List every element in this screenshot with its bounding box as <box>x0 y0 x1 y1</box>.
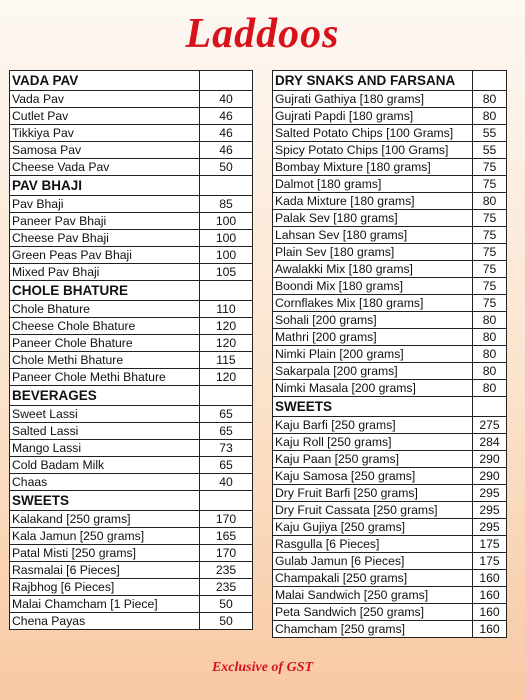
item-price: 80 <box>473 91 507 108</box>
item-price: 75 <box>473 295 507 312</box>
item-name: Spicy Potato Chips [100 Grams] <box>273 142 473 159</box>
item-name: Gujrati Gathiya [180 grams] <box>273 91 473 108</box>
item-name: Salted Potato Chips [100 Grams] <box>273 125 473 142</box>
item-price: 46 <box>200 108 253 125</box>
item-name: Kaju Roll [250 grams] <box>273 434 473 451</box>
item-price: 50 <box>200 159 253 176</box>
item-price: 40 <box>200 474 253 491</box>
item-name: Nimki Masala [200 grams] <box>273 380 473 397</box>
item-price: 80 <box>473 193 507 210</box>
item-price: 160 <box>473 604 507 621</box>
section-price-cell <box>200 281 253 301</box>
item-name: Lahsan Sev [180 grams] <box>273 227 473 244</box>
menu-item-row <box>10 125 253 142</box>
item-name: Rajbhog [6 Pieces] <box>10 579 200 596</box>
section-price-cell <box>200 491 253 511</box>
item-name: Champakali [250 grams] <box>273 570 473 587</box>
item-name: Gujrati Papdi [180 grams] <box>273 108 473 125</box>
item-name: Patal Misti [250 grams] <box>10 545 200 562</box>
section-title: DRY SNAKS AND FARSANA <box>273 71 473 91</box>
item-price: 165 <box>200 528 253 545</box>
item-price: 80 <box>473 363 507 380</box>
section-header <box>10 491 253 511</box>
item-price: 120 <box>200 335 253 352</box>
item-name: Sakarpala [200 grams] <box>273 363 473 380</box>
item-price: 115 <box>200 352 253 369</box>
item-name: Sweet Lassi <box>10 406 200 423</box>
menu-item-row <box>10 511 253 528</box>
item-name: Nimki Plain [200 grams] <box>273 346 473 363</box>
menu-item-row <box>10 369 253 386</box>
menu-item-row <box>10 545 253 562</box>
item-price: 120 <box>200 318 253 335</box>
menu-item-row <box>10 301 253 318</box>
section-header <box>10 281 253 301</box>
item-price: 65 <box>200 457 253 474</box>
menu-item-row <box>273 451 507 468</box>
item-name: Chena Payas <box>10 613 200 630</box>
item-price: 175 <box>473 553 507 570</box>
item-name: Cheese Chole Bhature <box>10 318 200 335</box>
menu-item-row <box>10 230 253 247</box>
item-price: 120 <box>200 369 253 386</box>
section-title: SWEETS <box>10 491 200 511</box>
gst-note: Exclusive of GST <box>211 660 314 675</box>
item-price: 80 <box>473 346 507 363</box>
item-name: Kaju Gujiya [250 grams] <box>273 519 473 536</box>
item-price: 80 <box>473 312 507 329</box>
section-header <box>273 71 507 91</box>
section-price-cell <box>200 71 253 91</box>
item-name: Kada Mixture [180 grams] <box>273 193 473 210</box>
item-price: 110 <box>200 301 253 318</box>
menu-item-row <box>10 108 253 125</box>
item-price: 80 <box>473 329 507 346</box>
item-price: 105 <box>200 264 253 281</box>
menu-item-row <box>273 604 507 621</box>
item-name: Sohali [200 grams] <box>273 312 473 329</box>
item-name: Chole Methi Bhature <box>10 352 200 369</box>
item-price: 46 <box>200 125 253 142</box>
item-name: Vada Pav <box>10 91 200 108</box>
item-name: Kaju Samosa [250 grams] <box>273 468 473 485</box>
item-name: Salted Lassi <box>10 423 200 440</box>
item-price: 160 <box>473 570 507 587</box>
menu-item-row <box>273 485 507 502</box>
item-price: 290 <box>473 468 507 485</box>
item-name: Peta Sandwich [250 grams] <box>273 604 473 621</box>
item-price: 80 <box>473 380 507 397</box>
item-name: Mango Lassi <box>10 440 200 457</box>
item-name: Green Peas Pav Bhaji <box>10 247 200 264</box>
item-price: 75 <box>473 244 507 261</box>
menu-item-row <box>10 142 253 159</box>
item-price: 65 <box>200 406 253 423</box>
item-name: Tikkiya Pav <box>10 125 200 142</box>
item-name: Mathri [200 grams] <box>273 329 473 346</box>
item-name: Chole Bhature <box>10 301 200 318</box>
menu-item-row <box>273 417 507 434</box>
item-price: 65 <box>200 423 253 440</box>
item-name: Chamcham [250 grams] <box>273 621 473 638</box>
item-name: Dry Fruit Cassata [250 grams] <box>273 502 473 519</box>
menu-item-row <box>273 176 507 193</box>
item-name: Dalmot [180 grams] <box>273 176 473 193</box>
menu-item-row <box>273 278 507 295</box>
menu-item-row <box>10 264 253 281</box>
section-title: PAV BHAJI <box>10 176 200 196</box>
item-price: 284 <box>473 434 507 451</box>
menu-item-row <box>10 196 253 213</box>
menu-item-row <box>273 346 507 363</box>
section-header <box>10 71 253 91</box>
item-price: 275 <box>473 417 507 434</box>
section-price-cell <box>473 71 507 91</box>
menu-item-row <box>10 579 253 596</box>
menu-item-row <box>10 440 253 457</box>
item-name: Cutlet Pav <box>10 108 200 125</box>
right-menu-body <box>273 71 507 638</box>
menu-item-row <box>273 108 507 125</box>
section-price-cell <box>200 386 253 406</box>
item-name: Chaas <box>10 474 200 491</box>
menu-item-row <box>273 210 507 227</box>
item-price: 290 <box>473 451 507 468</box>
item-name: Malai Sandwich [250 grams] <box>273 587 473 604</box>
menu-item-row <box>273 380 507 397</box>
right-menu-table <box>272 70 507 638</box>
item-price: 55 <box>473 125 507 142</box>
item-price: 46 <box>200 142 253 159</box>
menu-item-row <box>10 613 253 630</box>
menu-item-row <box>273 468 507 485</box>
section-title: BEVERAGES <box>10 386 200 406</box>
menu-item-row <box>273 295 507 312</box>
menu-item-row <box>273 312 507 329</box>
item-price: 170 <box>200 511 253 528</box>
item-price: 75 <box>473 159 507 176</box>
section-title: CHOLE BHATURE <box>10 281 200 301</box>
item-name: Cold Badam Milk <box>10 457 200 474</box>
left-menu-body <box>10 71 253 630</box>
item-price: 100 <box>200 247 253 264</box>
item-name: Cheese Vada Pav <box>10 159 200 176</box>
item-price: 73 <box>200 440 253 457</box>
item-price: 100 <box>200 213 253 230</box>
menu-item-row <box>10 528 253 545</box>
menu-title: Laddoos <box>185 11 340 57</box>
menu-item-row <box>10 247 253 264</box>
menu-item-row <box>273 502 507 519</box>
item-price: 50 <box>200 613 253 630</box>
section-header <box>10 176 253 196</box>
menu-item-row <box>273 125 507 142</box>
menu-item-row <box>273 434 507 451</box>
item-price: 80 <box>473 108 507 125</box>
item-price: 75 <box>473 278 507 295</box>
menu-item-row <box>10 457 253 474</box>
item-name: Mixed Pav Bhaji <box>10 264 200 281</box>
item-price: 235 <box>200 562 253 579</box>
section-title: SWEETS <box>273 397 473 417</box>
item-name: Pav Bhaji <box>10 196 200 213</box>
menu-item-row <box>10 406 253 423</box>
item-name: Cheese Pav Bhaji <box>10 230 200 247</box>
item-name: Samosa Pav <box>10 142 200 159</box>
menu-item-row <box>273 142 507 159</box>
menu-item-row <box>10 596 253 613</box>
item-price: 295 <box>473 502 507 519</box>
menu-item-row <box>10 213 253 230</box>
menu-item-row <box>10 318 253 335</box>
item-name: Boondi Mix [180 grams] <box>273 278 473 295</box>
item-name: Paneer Pav Bhaji <box>10 213 200 230</box>
item-name: Rasgulla [6 Pieces] <box>273 536 473 553</box>
item-price: 55 <box>473 142 507 159</box>
section-header <box>10 386 253 406</box>
item-price: 75 <box>473 227 507 244</box>
menu-item-row <box>273 91 507 108</box>
item-name: Kalakand [250 grams] <box>10 511 200 528</box>
item-name: Kala Jamun [250 grams] <box>10 528 200 545</box>
menu-item-row <box>273 570 507 587</box>
item-price: 160 <box>473 621 507 638</box>
section-header <box>273 397 507 417</box>
menu-item-row <box>273 159 507 176</box>
item-name: Rasmalai [6 Pieces] <box>10 562 200 579</box>
item-name: Cornflakes Mix [180 grams] <box>273 295 473 312</box>
section-title: VADA PAV <box>10 71 200 91</box>
menu-item-row <box>273 329 507 346</box>
menu-item-row <box>273 193 507 210</box>
menu-item-row <box>10 352 253 369</box>
item-price: 40 <box>200 91 253 108</box>
item-name: Paneer Chole Bhature <box>10 335 200 352</box>
menu-item-row <box>273 587 507 604</box>
menu-item-row <box>273 363 507 380</box>
item-price: 75 <box>473 176 507 193</box>
menu-item-row <box>273 227 507 244</box>
item-name: Kaju Barfi [250 grams] <box>273 417 473 434</box>
menu-item-row <box>10 335 253 352</box>
item-price: 295 <box>473 519 507 536</box>
item-name: Dry Fruit Barfi [250 grams] <box>273 485 473 502</box>
item-price: 175 <box>473 536 507 553</box>
item-price: 50 <box>200 596 253 613</box>
menu-item-row <box>10 474 253 491</box>
menu-item-row <box>273 621 507 638</box>
menu-item-row <box>10 562 253 579</box>
item-price: 75 <box>473 261 507 278</box>
item-name: Gulab Jamun [6 Pieces] <box>273 553 473 570</box>
item-price: 100 <box>200 230 253 247</box>
item-name: Kaju Paan [250 grams] <box>273 451 473 468</box>
item-price: 170 <box>200 545 253 562</box>
section-price-cell <box>200 176 253 196</box>
menu-item-row <box>273 244 507 261</box>
menu-item-row <box>10 159 253 176</box>
item-name: Bombay Mixture [180 grams] <box>273 159 473 176</box>
left-menu-table <box>9 70 253 630</box>
item-name: Paneer Chole Methi Bhature <box>10 369 200 386</box>
item-name: Palak Sev [180 grams] <box>273 210 473 227</box>
menu-item-row <box>273 261 507 278</box>
menu-item-row <box>273 519 507 536</box>
item-price: 295 <box>473 485 507 502</box>
menu-item-row <box>273 553 507 570</box>
item-price: 85 <box>200 196 253 213</box>
item-name: Awalakki Mix [180 grams] <box>273 261 473 278</box>
item-price: 160 <box>473 587 507 604</box>
menu-item-row <box>10 423 253 440</box>
item-name: Plain Sev [180 grams] <box>273 244 473 261</box>
section-price-cell <box>473 397 507 417</box>
item-price: 75 <box>473 210 507 227</box>
menu-item-row <box>10 91 253 108</box>
menu-item-row <box>273 536 507 553</box>
item-price: 235 <box>200 579 253 596</box>
item-name: Malai Chamcham [1 Piece] <box>10 596 200 613</box>
